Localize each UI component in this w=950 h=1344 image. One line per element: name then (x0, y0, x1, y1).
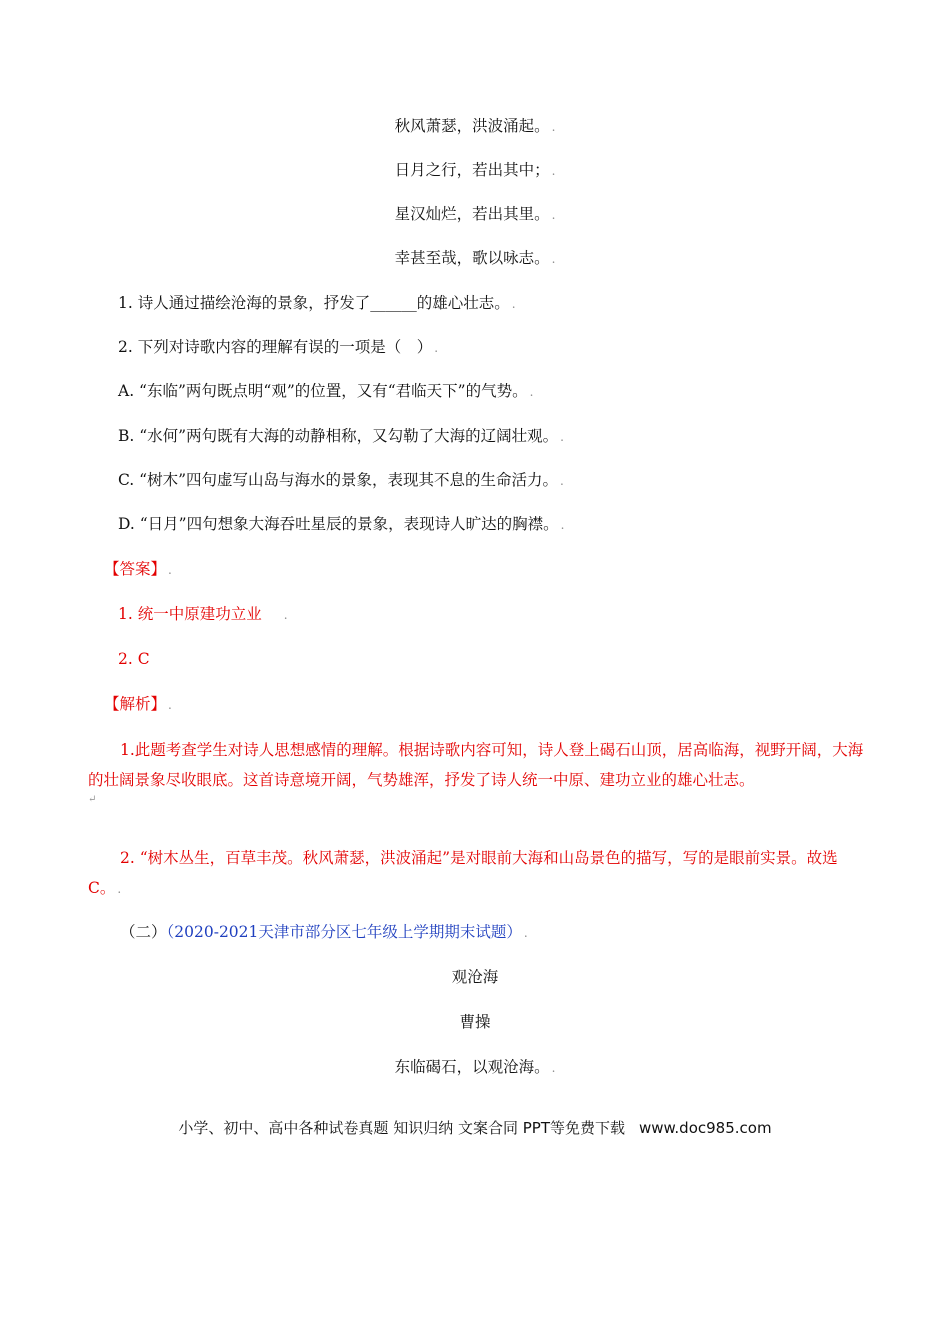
section-2-source: （2020-2021天津市部分区七年级上学期期末试题） (166, 923, 522, 941)
option-d: D. “日月”四句想象大海吞吐星辰的景象，表现诗人旷达的胸襟。 . (118, 515, 565, 533)
question-2: 2. 下列对诗歌内容的理解有误的一项是（ ） . (118, 338, 439, 356)
paragraph-mark: ↵ (88, 794, 97, 805)
option-b: B. “水何”两句既有大海的动静相称，又勾勒了大海的辽阔壮观。 . (118, 427, 564, 445)
footer-banner (0, 1117, 950, 1138)
question-1: 1. 诗人通过描绘沧海的景象，抒发了______的雄心壮志。 . (118, 294, 516, 312)
answer-heading: 【答案】 . (104, 560, 172, 578)
analysis-paragraph-1: 1.此题考查学生对诗人思想感情的理解。根据诗歌内容可知，诗人登上碣石山顶，居高临海，视野开阔，大海的壮阔景象尽收眼底。这首诗意境开阔，气势雄浑，抒发了诗人统一中原、建功立业的雄心壮志。 (88, 741, 864, 789)
analysis-paragraph-2: 2. “树木丛生，百草丰茂。秋风萧瑟，洪波涌起”是对眼前大海和山岛景色的描写，写的是眼前实景。故选C。 . (88, 849, 838, 897)
answer-1: 1. 统一中原建功立业 . (118, 605, 288, 623)
poem-title: 观沧海 (451, 968, 499, 986)
footer-text: 小学、初中、高中各种试卷真题 知识归纳 文案合同 PPT等免费下载 (178, 1119, 625, 1137)
analysis-heading: 【解析】 . (104, 695, 172, 713)
poem-line-2: 日月之行，若出其中； . (394, 161, 556, 179)
footer-url[interactable]: www.doc985.com (638, 1119, 772, 1137)
poem-first-line: 东临碣石，以观沧海。 . (394, 1058, 556, 1076)
section-2-header: （二）（2020-2021天津市部分区七年级上学期期末试题） . (120, 923, 528, 941)
answer-2: 2. C (118, 650, 150, 668)
poem-author: 曹操 (459, 1013, 491, 1031)
option-c: C. “树木”四句虚写山岛与海水的景象，表现其不息的生命活力。 . (118, 471, 564, 489)
option-a: A. “东临”两句既点明“观”的位置，又有“君临天下”的气势。 . (118, 382, 534, 400)
poem-line-1: 秋风萧瑟，洪波涌起。 . (394, 117, 556, 135)
poem-line-3: 星汉灿烂，若出其里。 . (394, 205, 556, 223)
poem-line-4: 幸甚至哉，歌以咏志。 . (394, 249, 556, 267)
